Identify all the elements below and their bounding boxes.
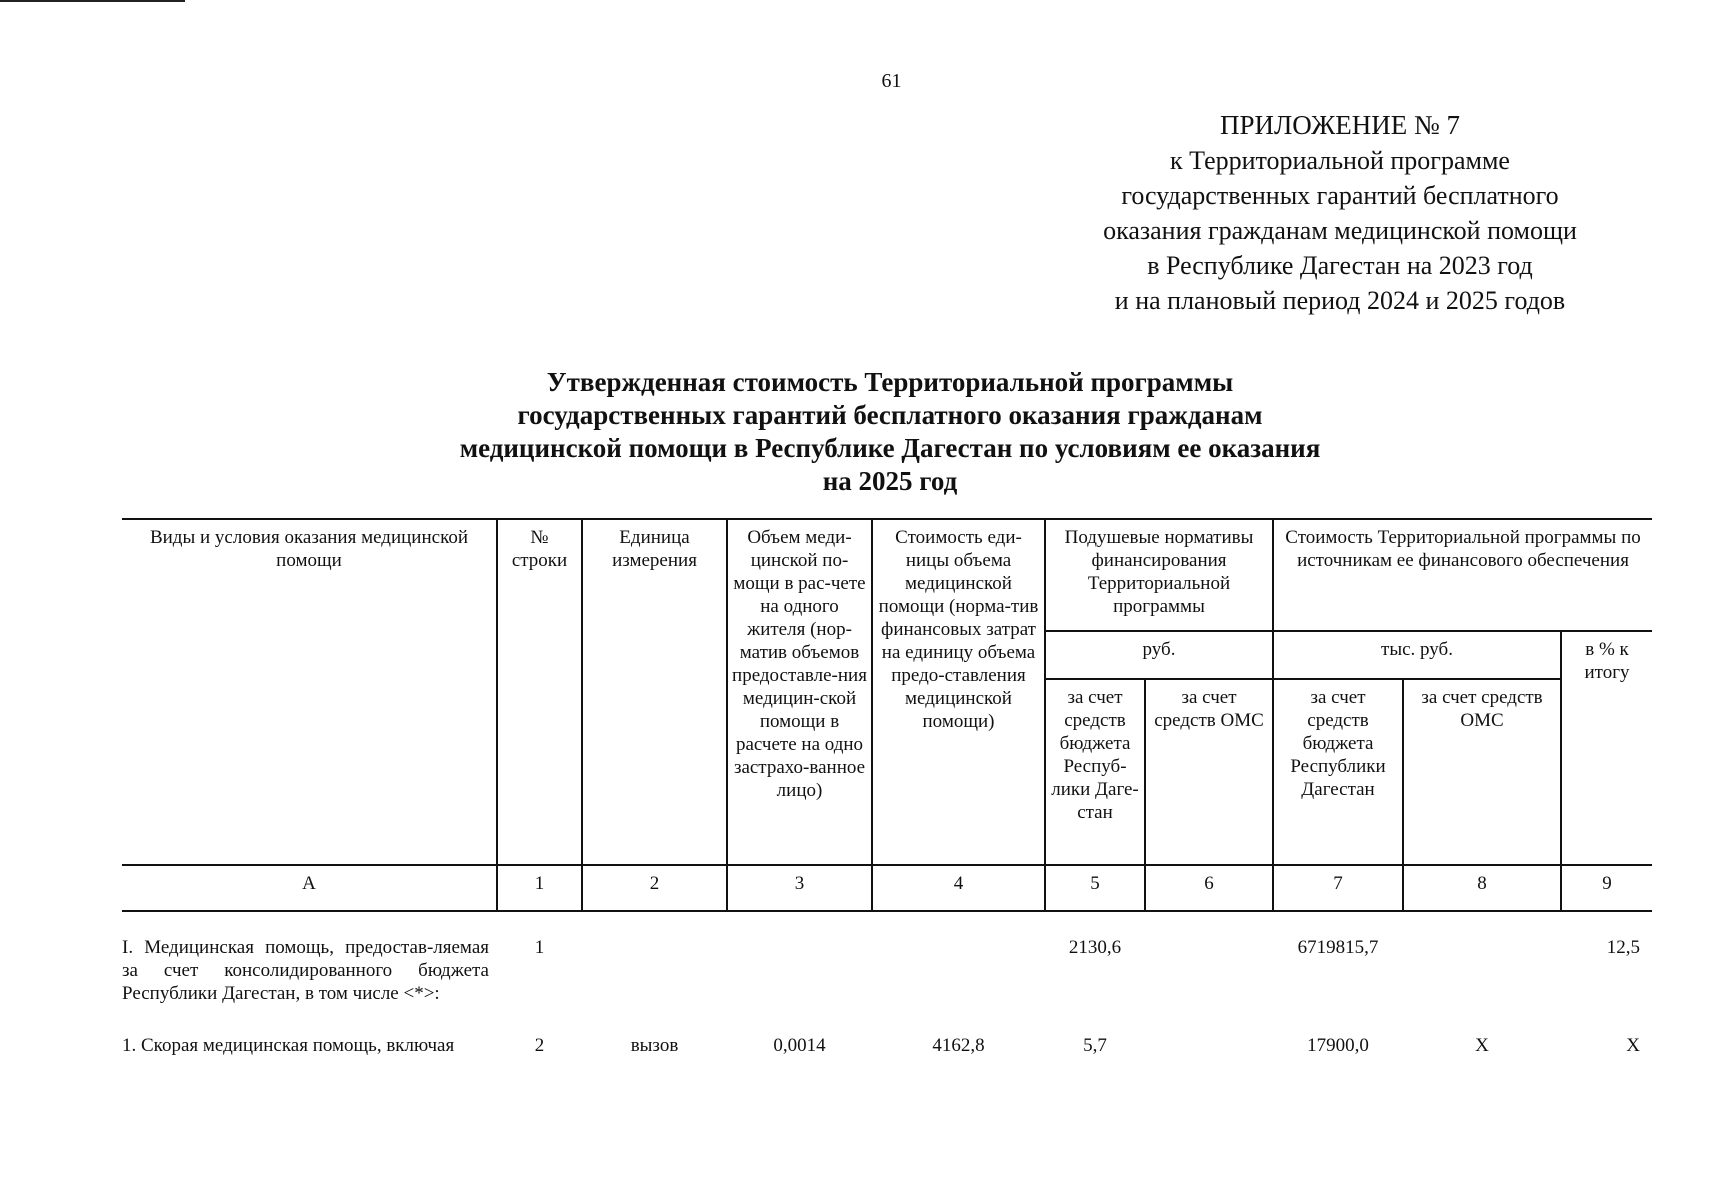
appendix-line: в Республике Дагестан на 2023 год	[1147, 251, 1533, 280]
column-number: 1	[497, 865, 582, 911]
appendix-heading: ПРИЛОЖЕНИЕ № 7	[1219, 110, 1461, 140]
row-budget-rub: 5,7	[1083, 1035, 1107, 1056]
row-volume	[727, 930, 872, 1028]
row-budget-thous: 17900,0	[1307, 1035, 1369, 1056]
appendix-block	[1040, 108, 1640, 318]
table-body	[122, 912, 1652, 1068]
appendix-line: к Территориальной программе	[1170, 146, 1510, 175]
header-oms-rub: за счет средств ОМС	[1145, 679, 1273, 865]
cost-table	[122, 518, 1652, 1068]
header-program-cost: Стоимость Территориальной программы по источникам ее финансового обеспечения	[1273, 519, 1652, 631]
table-header	[122, 518, 1652, 912]
row-oms-rub	[1145, 930, 1273, 1028]
row-oms-thous: X	[1475, 1035, 1489, 1056]
header-kinds: Виды и условия оказания медицинской помощи	[122, 519, 497, 865]
row-unit-cost	[872, 930, 1045, 1028]
row-budget-thous: 6719815,7	[1297, 937, 1379, 958]
header-volume: Объем меди-цинской по-мощи в рас-чете на одного жителя (нор-матив объемов предоставле-ния медицин-ской помощи в расчете на одно застрахо-ванное лицо)	[727, 519, 872, 865]
row-oms-rub	[1145, 1028, 1273, 1068]
row-budget-rub: 2130,6	[1068, 937, 1122, 958]
column-number: А	[122, 865, 497, 911]
appendix-line: оказания гражданам медицинской помощи	[1103, 216, 1577, 245]
header-unit: Единица измерения	[582, 519, 727, 865]
row-percent: 12,5	[1606, 937, 1641, 958]
column-number: 7	[1273, 865, 1403, 911]
header-row-no: № строки	[497, 519, 582, 865]
row-number: 1	[534, 937, 545, 958]
column-number: 9	[1561, 865, 1652, 911]
title-line: Утвержденная стоимость Территориальной программы	[546, 367, 1234, 397]
column-number: 5	[1045, 865, 1145, 911]
appendix-line: государственных гарантий бесплатного	[1121, 181, 1559, 210]
row-unit: вызов	[630, 1035, 679, 1056]
header-rub: руб.	[1045, 631, 1273, 679]
row-unit-cost: 4162,8	[932, 1035, 985, 1056]
table-row	[122, 1028, 1652, 1068]
column-number: 4	[872, 865, 1045, 911]
appendix-line: и на плановый период 2024 и 2025 годов	[1114, 286, 1566, 315]
title-line: на 2025 год	[822, 466, 958, 496]
document-title	[380, 366, 1400, 498]
table-row	[122, 930, 1652, 1028]
header-budget-thous: за счет средств бюджета Республики Дагестан	[1273, 679, 1403, 865]
header-budget-rub: за счет средств бюджета Респуб-лики Даге-стан	[1045, 679, 1145, 865]
header-unit-cost: Стоимость еди-ницы объема медицинской помощи (норма-тив финансовых затрат на единицу объема предо-ставления медицинской помощи)	[872, 519, 1045, 865]
scan-edge-mark	[0, 0, 185, 2]
header-thous-rub: тыс. руб.	[1273, 631, 1561, 679]
row-number: 2	[534, 1035, 545, 1056]
title-line: государственных гарантий бесплатного оказания гражданам	[517, 400, 1263, 430]
column-number: 8	[1403, 865, 1561, 911]
column-number: 3	[727, 865, 872, 911]
row-unit	[582, 930, 727, 1028]
column-number: 2	[582, 865, 727, 911]
row-volume: 0,0014	[773, 1035, 826, 1056]
header-per-capita: Подушевые нормативы финансирования Территориальной программы	[1045, 519, 1273, 631]
row-oms-thous	[1403, 930, 1561, 1028]
row-description: I. Медицинская помощь, предостав-ляемая за счет консолидированного бюджета Республики Дагестан, в том числе <*>:	[122, 937, 489, 1004]
row-percent: X	[1626, 1035, 1641, 1056]
page-number: 61	[881, 70, 902, 92]
title-line: медицинской помощи в Республике Дагестан по условиям ее оказания	[459, 433, 1321, 463]
header-oms-thous: за счет средств ОМС	[1403, 679, 1561, 865]
header-percent: в % к итогу	[1561, 631, 1652, 865]
column-number: 6	[1145, 865, 1273, 911]
row-description: 1. Скорая медицинская помощь, включая	[122, 1035, 455, 1056]
